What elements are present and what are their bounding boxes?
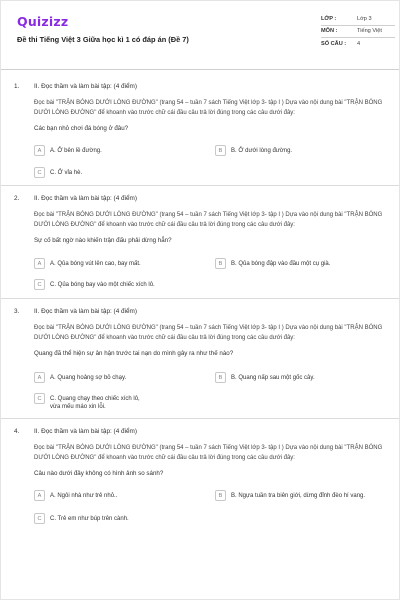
option-c[interactable]	[34, 279, 155, 290]
option-letter: C	[34, 279, 45, 290]
meta-value: 4	[357, 41, 361, 48]
option-text: C. Ở vỉa hè.	[50, 169, 83, 176]
meta-value: Tiếng Việt	[357, 28, 382, 35]
meta-row-grade	[321, 13, 395, 26]
question-heading: II. Đọc thầm và làm bài tập: (4 điểm)	[34, 308, 137, 315]
option-b[interactable]	[215, 372, 315, 383]
option-text: A. Qủa bóng vút lên cao, bay mất.	[50, 260, 141, 267]
option-text: B. Qủa bóng đập vào đầu một cụ già.	[231, 260, 331, 267]
option-letter: A	[34, 145, 45, 156]
question-prompt: Câu nào dưới đây không có hình ảnh so sánh?	[34, 470, 164, 477]
option-c[interactable]	[34, 513, 129, 524]
meta-label: SỐ CÂU :	[321, 41, 347, 48]
option-letter: C	[34, 167, 45, 178]
question-prompt: Sự cố bất ngờ nào khiến trận đấu phải dừng hẳn?	[34, 237, 172, 244]
question-number: 2.	[14, 195, 20, 202]
option-b[interactable]	[215, 145, 292, 156]
question-divider	[1, 418, 399, 419]
question-number: 4.	[14, 428, 20, 435]
option-letter: A	[34, 490, 45, 501]
quizizz-logo: Quizizz	[17, 14, 69, 29]
header-divider	[1, 69, 399, 70]
question-passage: Đọc bài "TRẬN BÓNG DƯỚI LÒNG ĐƯỜNG" (trang 54 – tuần 7 sách Tiếng Việt lớp 3- tập I ) Dựa vào nội dung bài "TRẬN BÓNG DƯỚI LÒNG ĐƯỜNG" để khoanh vào trước chữ cái đầu câu trả lời đúng trong các câu dưới đây:	[34, 325, 383, 341]
option-text: B. Ở dưới lòng đường.	[231, 147, 293, 154]
question-divider	[1, 185, 399, 186]
option-text: B. Quang nấp sau một gốc cây.	[231, 374, 315, 381]
option-c[interactable]	[34, 167, 82, 178]
option-text: A. Ở bên lề đường.	[50, 147, 102, 154]
question-divider	[1, 298, 399, 299]
option-letter: B	[215, 490, 226, 501]
option-text: A. Ngôi nhà như trẻ nhỏ..	[50, 492, 118, 499]
option-letter: C	[34, 393, 45, 404]
option-a[interactable]	[34, 145, 102, 156]
option-b[interactable]	[215, 490, 365, 501]
option-b[interactable]	[215, 258, 330, 269]
option-letter: B	[215, 258, 226, 269]
question-passage: Đọc bài "TRẬN BÓNG DƯỚI LÒNG ĐƯỜNG" (trang 54 – tuần 7 sách Tiếng Việt lớp 3- tập I ) Dựa vào nội dung bài "TRẬN BÓNG DƯỚI LÒNG ĐƯỜNG" để khoanh vào trước chữ cái đầu câu trả lời đúng trong các câu dưới đây:	[34, 212, 383, 228]
meta-row-count	[321, 38, 395, 51]
meta-label: MÔN :	[321, 28, 338, 35]
option-text: C. Qủa bóng bay vào một chiếc xích lô.	[50, 281, 155, 288]
document-title: Đề thi Tiếng Việt 3 Giữa học kì 1 có đáp án (Đề 7)	[17, 35, 189, 44]
meta-value: Lớp 3	[357, 15, 372, 22]
question-passage: Đọc bài "TRẬN BÓNG DƯỚI LÒNG ĐƯỜNG" (trang 54 – tuần 7 sách Tiếng Việt lớp 3- tập I ) Dựa vào nội dung bài "TRẬN BÓNG DƯỚI LÒNG ĐƯỜNG" để khoanh vào trước chữ cái đầu câu trả lời đúng trong các câu dưới đây:	[34, 100, 383, 116]
option-a[interactable]	[34, 372, 126, 383]
option-letter: A	[34, 258, 45, 269]
option-letter: A	[34, 372, 45, 383]
option-c[interactable]	[34, 393, 140, 411]
option-text: B. Ngựa tuần tra biên giới, dừng đỉnh đèo hí vang.	[231, 492, 366, 499]
question-number: 1.	[14, 83, 20, 90]
meta-label: LỚP :	[321, 15, 337, 22]
option-letter: C	[34, 513, 45, 524]
question-heading: II. Đọc thầm và làm bài tập: (4 điểm)	[34, 83, 137, 90]
question-prompt: Các bạn nhỏ chơi đá bóng ở đâu?	[34, 125, 129, 132]
option-text: C. Quang chạy theo chiếc xích lô, vừa mếu máo xin lỗi.	[50, 395, 140, 410]
question-heading: II. Đọc thầm và làm bài tập: (4 điểm)	[34, 195, 137, 202]
option-text: C. Trẻ em như búp trên cành.	[50, 515, 129, 522]
option-letter: B	[215, 372, 226, 383]
question-prompt: Quang đã thể hiện sự ân hận trước tai nạn do mình gây ra như thế nào?	[34, 350, 234, 357]
meta-table	[321, 13, 395, 51]
meta-row-subject	[321, 26, 395, 39]
option-letter: B	[215, 145, 226, 156]
question-heading: II. Đọc thầm và làm bài tập: (4 điểm)	[34, 428, 137, 435]
question-number: 3.	[14, 308, 20, 315]
question-passage: Đọc bài "TRẬN BÓNG DƯỚI LÒNG ĐƯỜNG" (trang 54 – tuần 7 sách Tiếng Việt lớp 3- tập I ) Dựa vào nội dung bài "TRẬN BÓNG DƯỚI LÒNG ĐƯỜNG" để khoanh vào trước chữ cái đầu câu trả lời đúng trong các câu dưới đây:	[34, 445, 383, 461]
option-a[interactable]	[34, 490, 117, 501]
option-a[interactable]	[34, 258, 141, 269]
option-text: A. Quang hoảng sợ bỏ chạy.	[50, 374, 127, 381]
